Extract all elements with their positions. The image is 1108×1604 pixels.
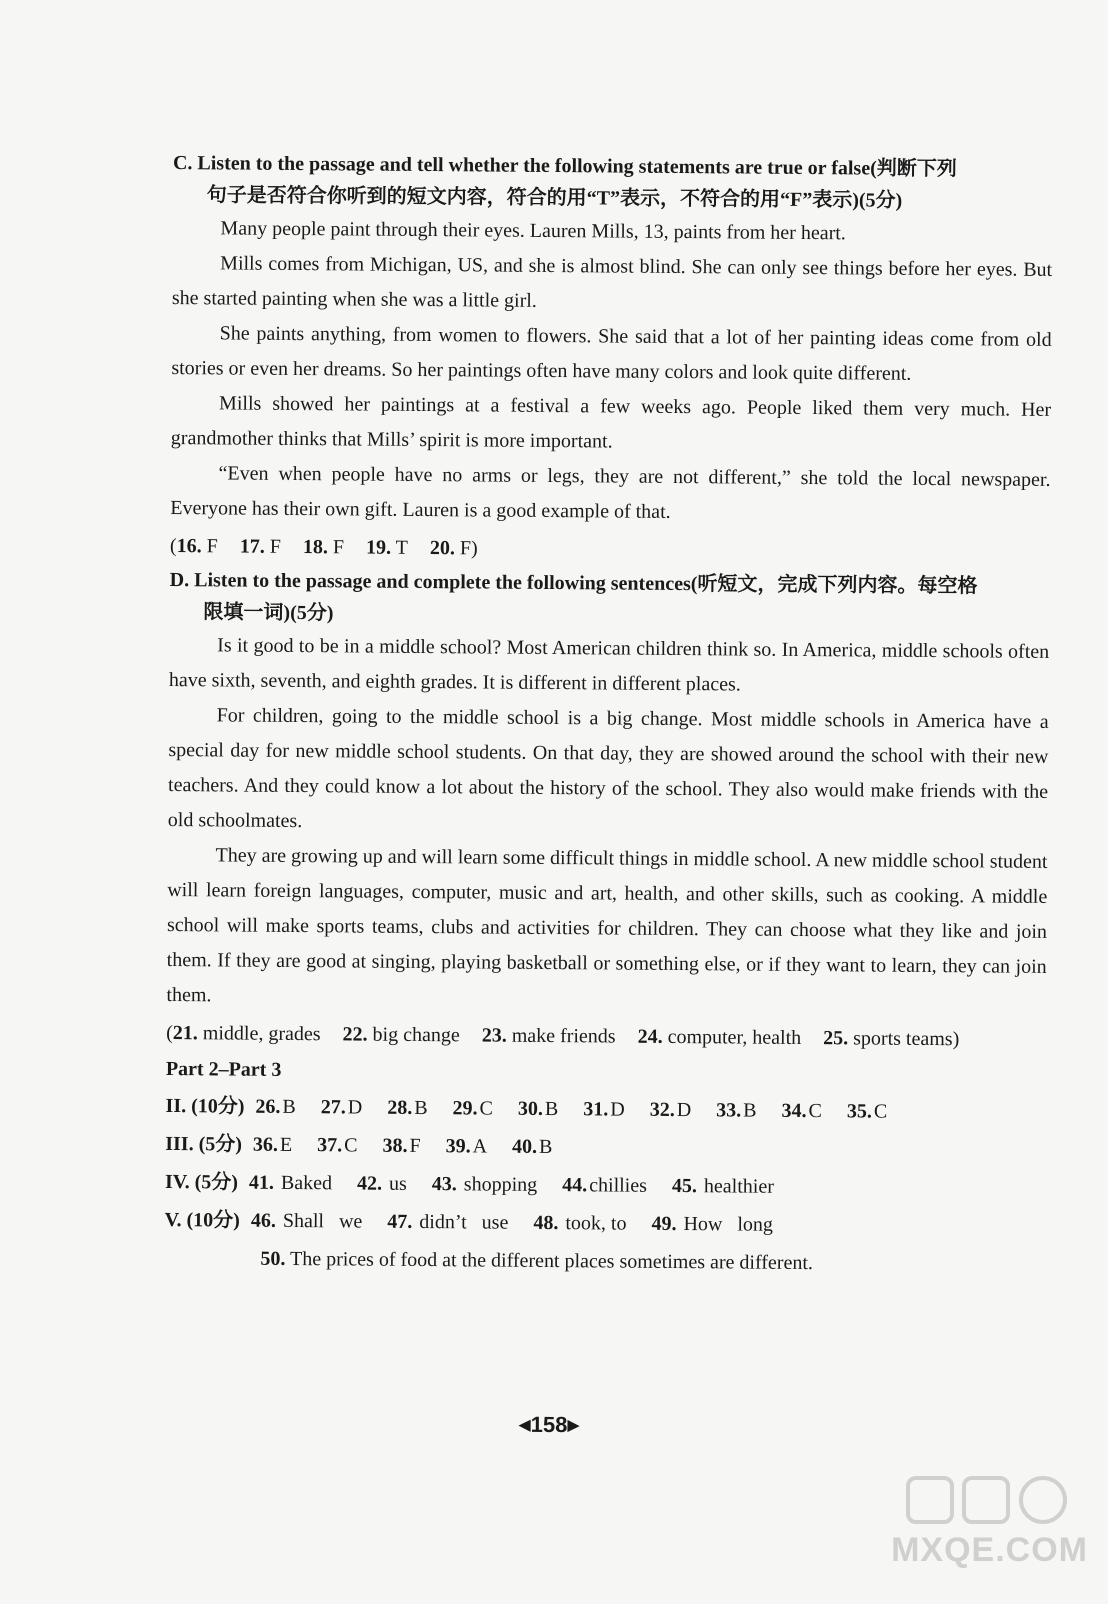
answer-line-label: II. (10分) — [165, 1094, 245, 1118]
answer-item: 47. didn’t use — [387, 1210, 509, 1234]
answer-item: 44.chillies — [562, 1174, 648, 1197]
part-title: Part 2–Part 3 — [165, 1057, 282, 1081]
answer-item: 32.D — [649, 1098, 692, 1122]
section-c-heading-line2: 句子是否符合你听到的短文内容，符合的用“T”表示，不符合的用“F”表示)(5分) — [206, 184, 903, 212]
answer-line-50 — [164, 1239, 1044, 1284]
answer-item: 26.B — [255, 1095, 296, 1119]
answer-item: 49. How long — [651, 1212, 774, 1236]
section-d-heading-line2: 限填一词)(5分) — [203, 601, 334, 625]
answer-50-num: 50. — [260, 1247, 286, 1270]
answer-18: 18. F — [302, 536, 345, 559]
answer-item: 33.B — [716, 1099, 757, 1122]
answer-16: 16. F — [176, 535, 218, 558]
section-d-paragraph: They are growing up and will learn some difficult things in middle school. A new middle school student will learn foreign languages, computer, music and art, health, and other skills, such as cooking. A middle school will make sports teams, clubs and activities for children. They can choose what they like and join them. If they are good at singing, playing basketball or something else, or if they want to learn, they can join them. — [166, 844, 1048, 1007]
left-triangle-icon: ◀ — [518, 1416, 531, 1434]
answer-item: 29.C — [452, 1097, 494, 1120]
answer-item: 39.A — [445, 1135, 488, 1158]
section-c-paragraph: “Even when people have no arms or legs, they are not different,” she told the local newspaper. Everyone has their own gift. Lauren is a good example of that. — [170, 462, 1051, 523]
answer-line-label: III. (5分) — [165, 1132, 243, 1156]
answer-24: 24. computer, health — [637, 1025, 802, 1049]
answer-50-text: The prices of food at the different places sometimes are different. — [289, 1247, 814, 1275]
answer-item: 43. shopping — [431, 1173, 538, 1196]
answer-20: 20. F — [429, 537, 472, 560]
page-number: ◀158▶ — [518, 1411, 580, 1438]
answer-item: 45. healthier — [671, 1174, 774, 1198]
answer-item: 34.C — [781, 1099, 822, 1123]
answer-item: 35.C — [846, 1100, 888, 1123]
answer-22: 22. big change — [342, 1023, 460, 1047]
right-triangle-icon: ▶ — [567, 1417, 580, 1435]
answer-item: 46. Shall we — [250, 1209, 363, 1233]
answer-17: 17. F — [239, 535, 281, 558]
answer-item: 41. Baked — [248, 1171, 333, 1195]
answer-line-label: IV. (5分) — [164, 1170, 239, 1194]
answer-line-label: V. (10分) — [164, 1208, 240, 1232]
answer-23: 23. make friends — [481, 1024, 616, 1048]
section-d-paragraph: For children, going to the middle school is a big change. Most middle schools in America have a special day for new middle school students. On that day, they are showed around the school with their new teachers. And they could know a lot about the history of the school. They also would make friends with the old schoolmates. — [167, 704, 1049, 833]
answer-item: 37.C — [317, 1134, 358, 1157]
answer-item: 31.D — [583, 1098, 625, 1121]
answer-item: 38.F — [382, 1134, 421, 1157]
answer-25: 25. sports teams — [823, 1027, 953, 1051]
section-c-paragraph: Mills comes from Michigan, US, and she is almost blind. She can only see things before her eyes. But she started painting when she was a little girl. — [171, 252, 1053, 312]
answer-item: 27.D — [320, 1096, 363, 1119]
answer-item: 40.B — [512, 1135, 553, 1159]
content — [164, 147, 1053, 1284]
answer-item: 48. took, to — [533, 1211, 627, 1235]
section-c-paragraph: Mills showed her paintings at a festival a few weeks ago. People liked them very much. Her grandmother thinks that Mills’ spirit is more important. — [170, 392, 1052, 453]
section-c-paragraph: She paints anything, from women to flowers. She said that a lot of her painting ideas come from old stories or even her dreams. So her paintings often have many colors and look quite different. — [171, 322, 1052, 385]
section-d-heading — [169, 564, 1049, 635]
section-c-heading — [173, 147, 1053, 218]
section-d-answers: (21. middle, grades 22. big change 23. make friends 24. computer, health 25. sports teams) — [166, 1021, 960, 1051]
watermark-text: MXQE.COM — [891, 1531, 1088, 1569]
watermark-graphic-icon — [898, 1470, 1088, 1540]
watermark-logo — [891, 1470, 1088, 1570]
section-d-heading-line1: D. Listen to the passage and complete the following sentences(听短文，完成下列内容。每空格 — [169, 569, 978, 598]
section-c-heading-line1: C. Listen to the passage and tell whether the following statements are true or false(判断下列 — [172, 152, 957, 181]
section-d-paragraph: Is it good to be in a middle school? Most American children think so. In America, middle schools often have sixth, seventh, and eighth grades. It is different in different places. — [168, 634, 1050, 696]
section-c-paragraph: Many people paint through their eyes. Lauren Mills, 13, paints from her heart. — [220, 217, 846, 245]
section-c-answers: (16. F 17. F 18. F 19. T 20. F) — [169, 535, 478, 560]
answer-item: 30.B — [517, 1097, 559, 1121]
answer-item: 36.E — [252, 1133, 293, 1156]
answer-item: 28.B — [387, 1096, 428, 1120]
answer-21: 21. middle, grades — [172, 1022, 321, 1046]
answer-19: 19. T — [365, 536, 408, 559]
answer-item: 42. us — [356, 1172, 407, 1195]
